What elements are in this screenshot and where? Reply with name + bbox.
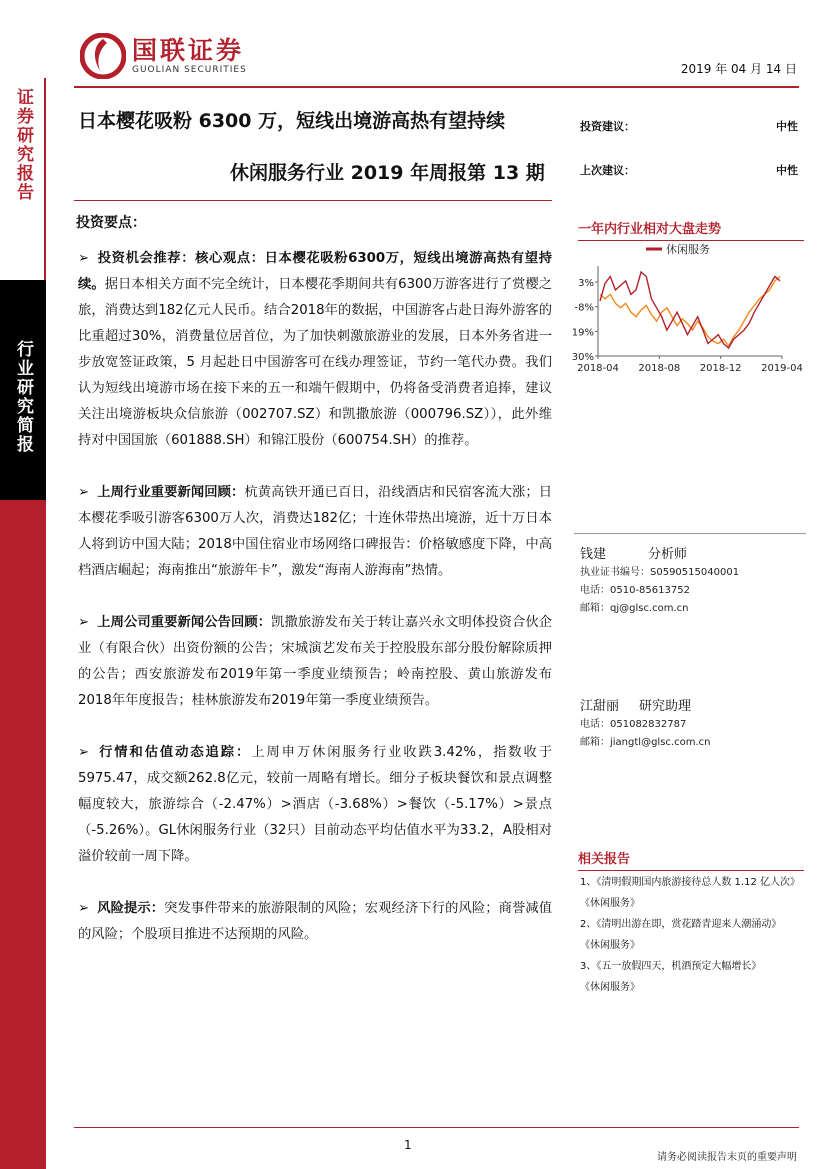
related-reports-list — [580, 872, 806, 998]
analyst-phone: 电话：0510-85613752 — [580, 585, 690, 596]
analyst-email[interactable]: 邮箱：qj@glsc.com.cn — [580, 603, 689, 614]
chart-title: 一年内行业相对大盘走势 — [578, 218, 804, 241]
series-line — [600, 272, 780, 348]
related-report-link[interactable]: 3、《五一放假四天，机酒预定大幅增长》 — [580, 961, 762, 972]
related-report-category: 《休闲服务》 — [580, 898, 640, 909]
analyst-email[interactable]: 邮箱：jiangtl@glsc.com.cn — [580, 737, 711, 748]
summary-paragraph — [74, 610, 552, 714]
x-tick-label: 2018-12 — [699, 363, 742, 374]
rating-previous — [580, 162, 798, 178]
legend-label: 休闲服务 — [666, 243, 710, 256]
analyst-phone: 电话：051082832787 — [580, 719, 687, 730]
relative-performance-chart — [566, 238, 804, 378]
y-tick-label: 3% — [578, 278, 594, 289]
bullet-icon: ➢ — [78, 485, 90, 500]
paragraph-lead: 行情和估值动态追踪： — [97, 745, 252, 760]
x-tick-label: 2018-08 — [638, 363, 681, 374]
x-tick-label: 2018-04 — [577, 363, 619, 374]
sidebar-top — [0, 78, 46, 280]
bullet-icon: ➢ — [78, 615, 90, 630]
summary-paragraph — [74, 896, 552, 948]
y-tick-label: -8% — [574, 302, 594, 314]
logo-mark-icon — [80, 33, 126, 79]
paragraph-lead: 投资机会推荐：核心观点：日本樱花吸粉6300万，短线出境游高热有望持续。 — [78, 251, 552, 292]
summary-paragraph — [74, 246, 552, 454]
related-reports-title: 相关报告 — [578, 848, 804, 871]
y-tick-label: 19% — [571, 327, 594, 339]
analyst-title: 研究助理 — [639, 699, 692, 714]
page-number: 1 — [404, 1138, 412, 1152]
footer-divider — [74, 1127, 799, 1128]
series-line — [600, 277, 780, 346]
header-divider — [74, 86, 799, 88]
paragraph-body: 据日本相关方面不完全统计，日本樱花季期间共有6300万游客进行了赏樱之旅，消费达到182亿元人民币。结合2018年的数据，中国游客占赴日海外游客的比重超过30%，消费量位居首位，为了加快刺激旅游业的发展，日本外务省进一步放宽签证政策，5 月起赴日中国游客可在线办理签证，节约一笔代办费。我们认为短线出境游市场在接下来的五一和端午假期中，仍将备受消费者追捧，建议关注出境游板块众信旅游（002707.SZ）和凯撒旅游（000796.SZ）），此外维持对中国国旅（601888.SH）和锦江股份（600754.SH）的推荐。 — [78, 277, 553, 448]
company-logo — [80, 30, 247, 82]
logo-text-cn: 国联证券 — [132, 36, 245, 65]
analyst-card-1 — [580, 546, 806, 618]
y-tick-label: 30% — [571, 352, 594, 363]
related-report-link[interactable]: 1、《清明假期国内旅游接待总人数 1.12 亿人次》 — [580, 877, 800, 888]
related-report-category: 《休闲服务》 — [580, 940, 640, 951]
report-title: 日本樱花吸粉 6300 万，短线出境游高热有望持续 — [78, 110, 506, 132]
bullet-icon: ➢ — [78, 745, 90, 760]
sidebar-top-label: 证券研究报告 — [13, 88, 33, 202]
sidebar-mid — [0, 280, 46, 500]
analyst-name: 江甜丽 — [580, 699, 620, 714]
rating-previous-label: 上次建议： — [580, 164, 635, 177]
paragraph-body: 凯撒旅游发布关于转让嘉兴永文明体投资合伙企业（有限合伙）出资份额的公告；宋城演艺发布关于控股股东部分股份解除质押的公告；西安旅游发布2019年第一季度业绩预告；岭南控股、黄山旅游发布2018年年度报告；桂林旅游发布2019年第一季度业绩预告。 — [78, 615, 553, 708]
sidebar-mid-label: 行业研究简报 — [13, 340, 33, 454]
report-subtitle: 休闲服务行业 2019 年周报第 13 期 — [230, 162, 545, 184]
analyst-title: 分析师 — [648, 547, 688, 562]
analyst-card-2 — [580, 698, 806, 752]
analyst-divider — [574, 533, 806, 534]
rating-previous-value: 中性 — [776, 164, 798, 177]
x-tick-label: 2019-04 — [761, 363, 803, 374]
report-date: 2019 年 04 月 14 日 — [680, 62, 797, 76]
paragraph-body: 突发事件带来的旅游限制的风险；宏观经济下行的风险；商誉减值的风险；个股项目推进不达预期的风险。 — [78, 901, 553, 942]
related-report-link[interactable]: 2、《清明出游在即，赏花踏青迎来人潮涌动》 — [580, 919, 782, 930]
bullet-icon: ➢ — [78, 901, 90, 916]
footer-disclaimer: 请务必阅读报告末页的重要声明 — [657, 1152, 797, 1163]
paragraph-body: 杭黄高铁开通已百日，沿线酒店和民宿客流大涨；日本樱花季吸引游客6300万人次，消费达182亿；十连休带热出境游，近十万日本人将到访中国大陆；2018中国住宿业市场网络口碑报告：价格敏感度下降，中高档酒店崛起；海南推出“旅游年卡”，激发“海南人游海南”热情。 — [78, 485, 553, 578]
logo-text-en: GUOLIAN SECURITIES — [132, 65, 247, 75]
paragraph-lead: 上周公司重要新闻公告回顾： — [97, 615, 272, 630]
rating-current-label: 投资建议： — [580, 120, 635, 133]
analyst-license: 执业证书编号：S0590515040001 — [580, 567, 740, 578]
paragraph-lead: 风险提示： — [97, 901, 165, 916]
title-divider — [74, 200, 552, 201]
bullet-icon: ➢ — [78, 251, 90, 266]
paragraph-lead: 上周行业重要新闻回顾： — [97, 485, 245, 500]
sidebar-bottom — [0, 500, 46, 1169]
related-report-category: 《休闲服务》 — [580, 982, 640, 993]
main-content — [74, 210, 552, 974]
paragraph-body: 上周申万休闲服务行业收跌3.42%，指数收于5975.47，成交额262.8亿元，较前一周略有增长。细分子板块餐饮和景点调整幅度较大，旅游综合（-2.47%）>酒店（-3.68%）>餐饮（-5.17%）>景点（-5.26%）。GL休闲服务行业（32只）目前动态平均估值水平为33.2，A股相对溢价较前一周下降。 — [78, 745, 553, 864]
analyst-name: 钱建 — [580, 547, 607, 562]
rating-current — [580, 118, 798, 134]
summary-paragraph — [74, 480, 552, 584]
summary-paragraph — [74, 740, 552, 870]
rating-current-value: 中性 — [776, 120, 798, 133]
section-heading: 投资要点： — [76, 215, 146, 231]
